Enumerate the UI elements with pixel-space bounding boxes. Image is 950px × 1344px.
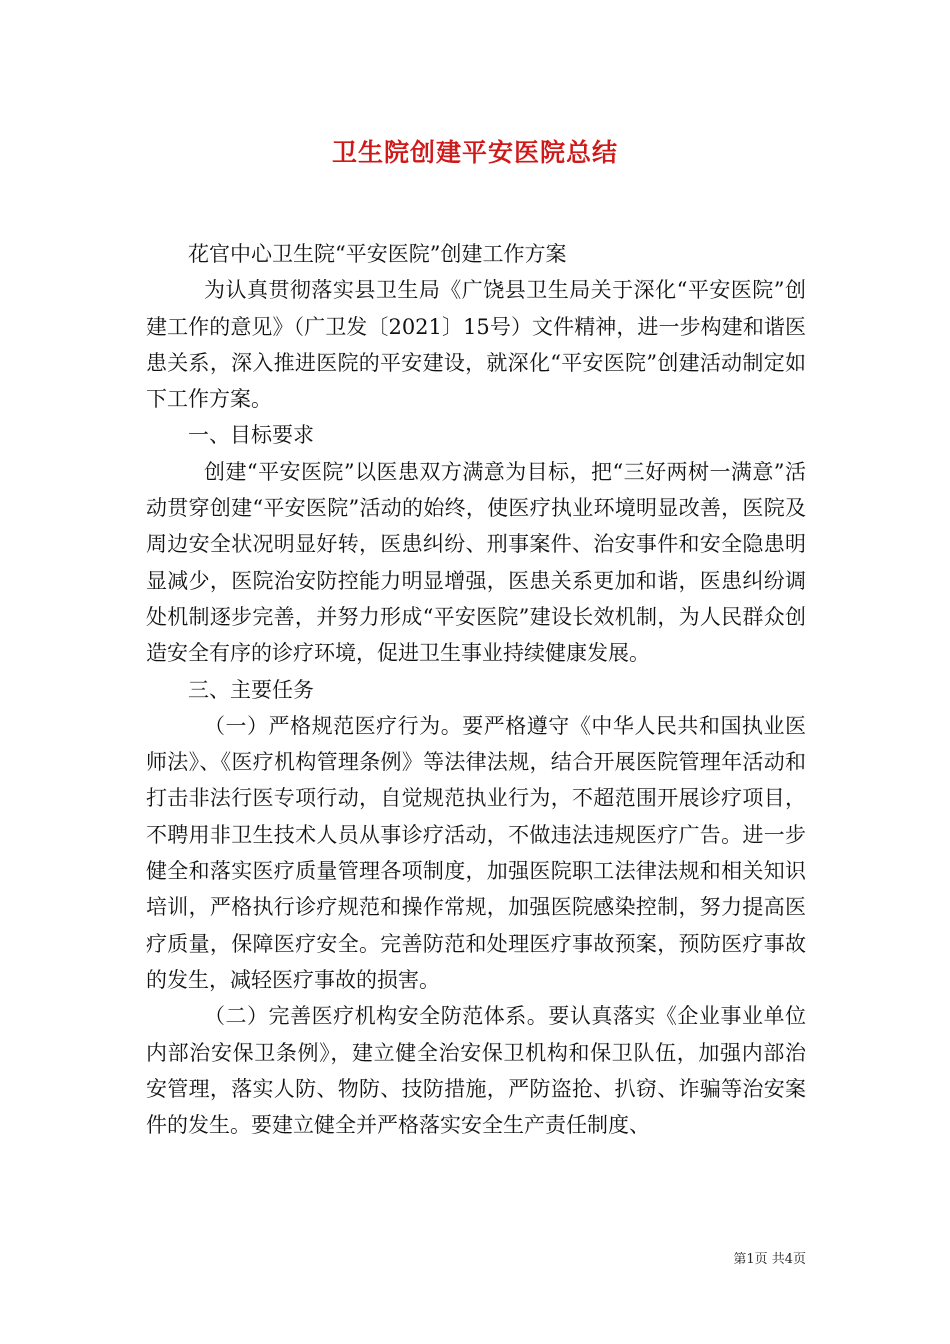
document-body xyxy=(146,236,806,1143)
section-heading-tasks: 三、主要任务 xyxy=(188,677,314,702)
task-paragraph-1: （一）严格规范医疗行为。要严格遵守《中华人民共和国执业医师法》、《医疗机构管理条例》等法律法规，结合开展医院管理年活动和打击非法行医专项行动，自觉规范执业行为，不超范围开展诊疗项目，不聘用非卫生技术人员从事诊疗活动，不做违法违规医疗广告。进一步健全和落实医疗质量管理各项制度，加强医院职工法律法规和相关知识培训，严格执行诊疗规范和操作常规，加强医院感染控制，努力提高医疗质量，保障医疗安全。完善防范和处理医疗事故预案，预防医疗事故的发生，减轻医疗事故的损害。 xyxy=(146,713,806,992)
section-heading-goals: 一、目标要求 xyxy=(188,423,314,448)
plan-heading: 花官中心卫生院“平安医院”创建工作方案 xyxy=(188,242,567,266)
intro-paragraph: 为认真贯彻落实县卫生局《广饶县卫生局关于深化“平安医院”创建工作的意见》（广卫发〔2021〕15号）文件精神，进一步构建和谐医患关系，深入推进医院的平安建设，就深化“平安医院”创建活动制定如下工作方案。 xyxy=(146,278,806,412)
document-title: 卫生院创建平安医院总结 xyxy=(331,138,618,167)
task-paragraph-2: （二）完善医疗机构安全防范体系。要认真落实《企业事业单位内部治安保卫条例》，建立健全治安保卫机构和保卫队伍，加强内部治安管理，落实人防、物防、技防措施，严防盗抢、扒窃、诈骗等治安案件的发生。要建立健全并严格落实安全生产责任制度、 xyxy=(146,1004,806,1138)
page-number: 第1页 共4页 xyxy=(733,1252,806,1267)
goals-paragraph: 创建“平安医院”以医患双方满意为目标，把“三好两树一满意”活动贯穿创建“平安医院”活动的始终，使医疗执业环境明显改善，医院及周边安全状况明显好转，医患纠纷、刑事案件、治安事件和安全隐患明显减少，医院治安防控能力明显增强，医患关系更加和谐，医患纠纷调处机制逐步完善，并努力形成“平安医院”建设长效机制，为人民群众创造安全有序的诊疗环境，促进卫生事业持续健康发展。 xyxy=(146,459,806,666)
